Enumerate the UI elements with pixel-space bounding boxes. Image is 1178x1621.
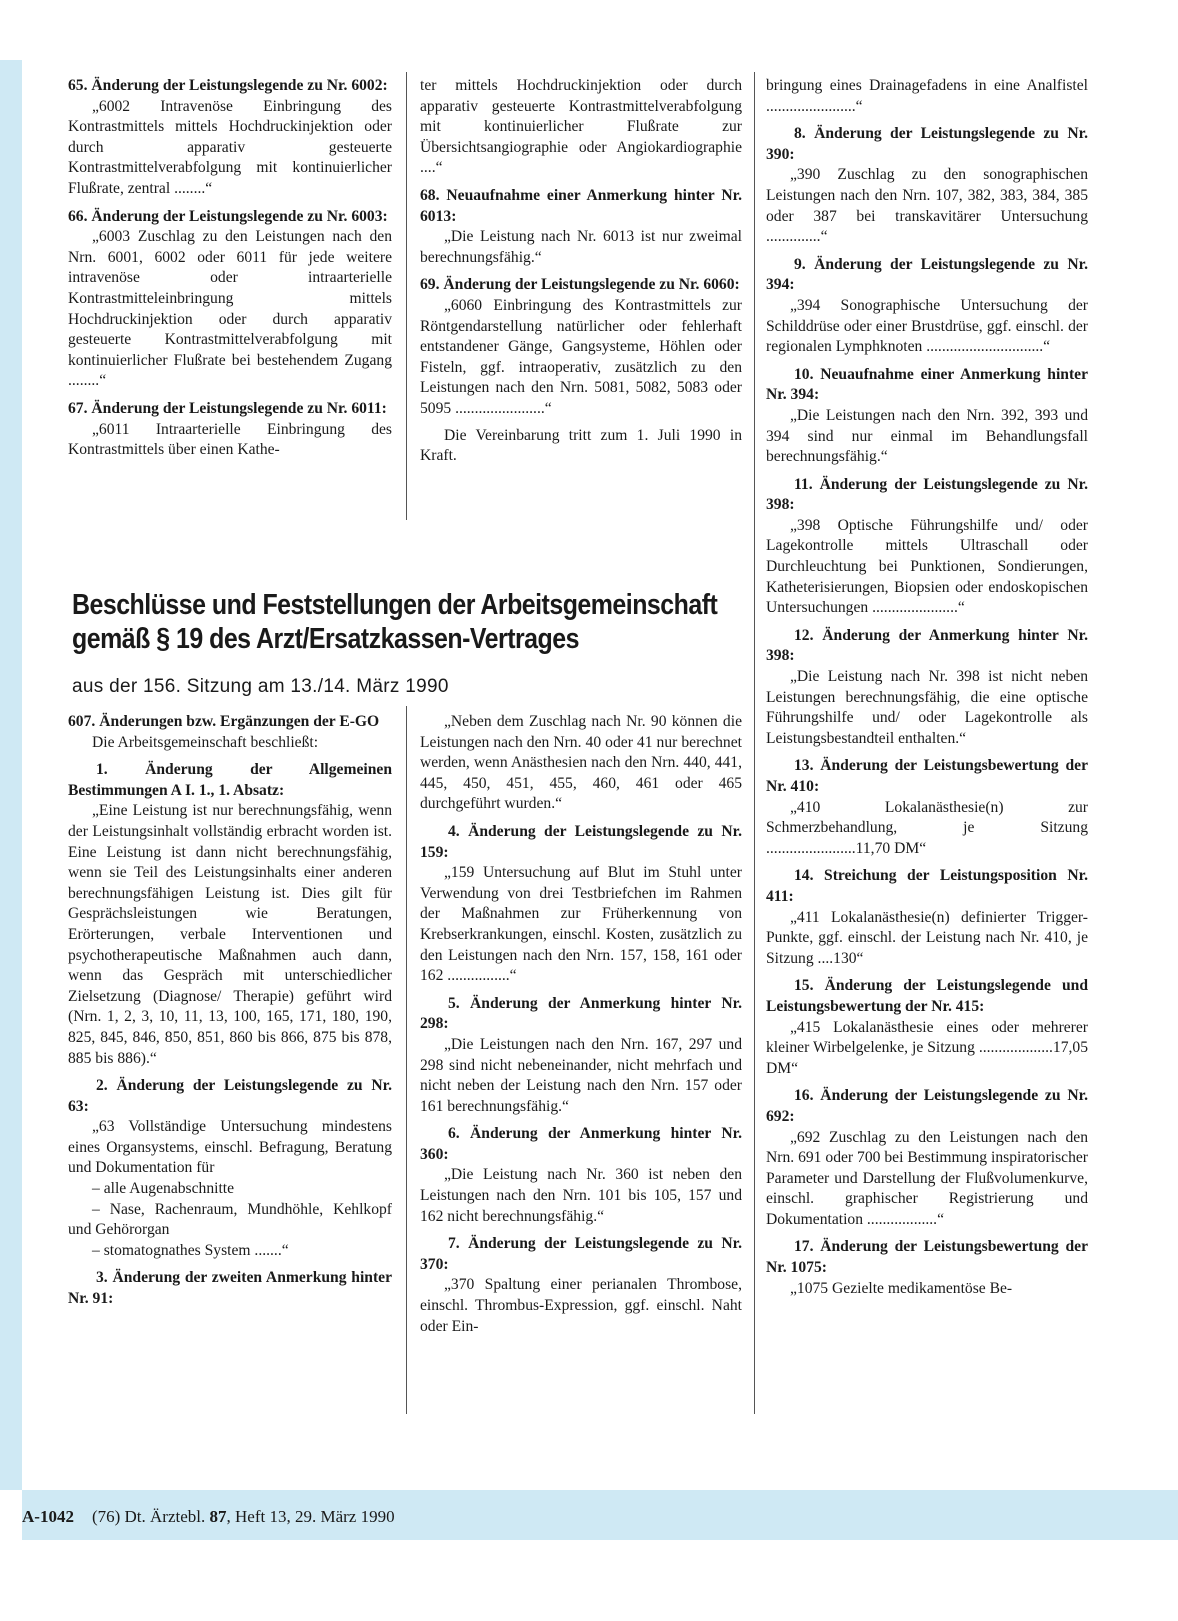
margin-color-bar xyxy=(0,60,22,1490)
title-line-2: gemäß § 19 des Arzt/Ersatzkassen-Vertrages xyxy=(72,623,579,655)
section-heading: 12. Änderung der Anmerkung hinter Nr. 398: xyxy=(766,626,1088,665)
paragraph: „Die Leistung nach Nr. 6013 ist nur zweimal berechnungsfähig.“ xyxy=(420,228,742,266)
section-heading: 10. Neuaufnahme einer Anmerkung hinter Nr. 394: xyxy=(766,365,1088,404)
section-heading: 4. Änderung der Leistungslegende zu Nr. 159: xyxy=(420,822,742,861)
paragraph: „159 Untersuchung auf Blut im Stuhl unter Verwendung von drei Testbriefchen im Rahmen der Maßnahmen zur Früherkennung von Krebserkrankungen, einschl. Kosten, zusätzlich zu den Leistungen nach den Nrn. 157, 158, 161 oder 162 ................“ xyxy=(420,864,742,985)
citation-prefix: (76) Dt. Ärztebl. xyxy=(91,1507,210,1526)
column-rule xyxy=(406,72,407,520)
section-heading: 7. Änderung der Leistungslegende zu Nr. 370: xyxy=(420,1235,742,1273)
top-column-2 xyxy=(420,76,742,467)
paragraph: „398 Optische Führungshilfe und/ oder Lagekontrolle mittels Ultraschall oder Durchleuchtung bei Punktionen, Sondierungen, Katheterisierungen, Biopsien oder endoskopischen Untersuchungen ......................“ xyxy=(766,516,1088,617)
paragraph: bringung eines Drainagefadens in eine Analfistel .......................“ xyxy=(766,77,1088,115)
section-heading: 1. Änderung der Allgemeinen Bestimmungen A I. 1., 1. Absatz: xyxy=(68,761,392,799)
section-heading: 9. Änderung der Leistungslegende zu Nr. 394: xyxy=(766,255,1088,294)
citation-suffix: , Heft 13, 29. März 1990 xyxy=(226,1507,395,1526)
section-heading: 3. Änderung der zweiten Anmerkung hinter Nr. 91: xyxy=(68,1269,392,1308)
section-heading: 8. Änderung der Leistungslegende zu Nr. 390: xyxy=(766,125,1088,163)
section-heading: 68. Neuaufnahme einer Anmerkung hinter Nr. 6013: xyxy=(420,186,742,225)
column-rule xyxy=(754,72,755,1414)
paragraph: „Die Leistung nach Nr. 360 ist neben den Leistungen nach den Nrn. 101 bis 105, 157 und 162 nicht berechnungsfähig.“ xyxy=(420,1166,742,1225)
page-number: A-1042 xyxy=(22,1507,74,1526)
section-heading: 15. Änderung der Leistungslegende und Leistungsbewertung der Nr. 415: xyxy=(766,977,1088,1015)
section-heading: 67. Änderung der Leistungslegende zu Nr. 6011: xyxy=(68,399,387,417)
article-subtitle: aus der 156. Sitzung am 13./14. März 1990 xyxy=(72,676,449,697)
paragraph: „394 Sonographische Untersuchung der Schilddrüse oder einer Brustdrüse, ggf. einschl. der regionalen Lymphknoten ..............................“ xyxy=(766,296,1088,356)
paragraph: – stomatognathes System .......“ xyxy=(92,1241,289,1259)
column-rule xyxy=(406,706,407,1414)
paragraph: „6060 Einbringung des Kontrastmittels zur Röntgendarstellung natürlicher oder fehlerhaft entstandener Gänge, Gangsysteme, Höhlen oder Fisteln, ggf. intraoperativ, zusätzlich zu den Leistungen nach den Nrn. 5081, 5082, 5083 oder 5095 .......................“ xyxy=(420,296,742,417)
section-heading: 14. Streichung der Leistungsposition Nr. 411: xyxy=(766,867,1088,905)
section-heading: 66. Änderung der Leistungslegende zu Nr. 6003: xyxy=(68,207,388,225)
paragraph: „Neben dem Zuschlag nach Nr. 90 können die Leistungen nach den Nrn. 40 oder 41 nur berechnet werden, wenn Anästhesien nach den Nrn. 440, 441, 445, 450, 451, 455, 460, 461 oder 465 durchgeführt wurden.“ xyxy=(420,713,742,813)
paragraph: Die Arbeitsgemeinschaft beschließt: xyxy=(92,733,319,751)
paragraph: „Die Leistungen nach den Nrn. 392, 393 und 394 sind nur einmal im Behandlungsfall berechnungsfähig.“ xyxy=(766,406,1088,466)
closing-paragraph: Die Vereinbarung tritt zum 1. Juli 1990 in Kraft. xyxy=(420,426,742,465)
paragraph: „6002 Intravenöse Einbringung des Kontrastmittels mittels Hochdruckinjektion oder durch apparativ gesteuerte Kontrastmittelverabfolgung mit kontinuierlicher Flußrate, zentral ........“ xyxy=(68,97,392,197)
paragraph: „Die Leistungen nach den Nrn. 167, 297 und 298 sind nicht nebeneinander, nicht mehrfach und nicht neben der Leistung nach den Nrn. 157 oder 161 berechnungsfähig.“ xyxy=(420,1035,742,1115)
section-heading: 17. Änderung der Leistungsbewertung der Nr. 1075: xyxy=(766,1238,1088,1277)
paragraph: „6003 Zuschlag zu den Leistungen nach den Nrn. 6001, 6002 oder 6011 für jede weitere intravenöse oder intraarterielle Kontrastmitteleinbringung mittels Hochdruckinjektion oder durch apparativ gesteuerte Kontrastmittelverabfolgung mit kontinuierlicher Flußrate bei bestehendem Zugang ........“ xyxy=(68,228,392,390)
paragraph: „1075 Gezielte medikamentöse Be- xyxy=(790,1279,1013,1297)
section-heading: 13. Änderung der Leistungsbewertung der Nr. 410: xyxy=(766,757,1088,795)
paragraph: „415 Lokalanästhesie eines oder mehrerer kleiner Wirbelgelenke, je Sitzung ...................17,05 DM“ xyxy=(766,1018,1088,1077)
bottom-column-2 xyxy=(420,712,742,1337)
page-footer xyxy=(22,1507,395,1527)
paragraph: „Eine Leistung ist nur berechnungsfähig, wenn der Leistungsinhalt vollständig erbracht worden ist. Eine Leistung ist dann nicht berechnungsfähig, wenn sie Teil des Leistungsinhalts einer anderen berechnungsfähigen Leistung ist. Dies gilt für Gesprächsleistungen wie Beratungen, Erörterungen, verbale Interventionen und psychotherapeutische Maßnahmen auch dann, wenn das Gespräch mit unterschiedlicher Zielsetzung (Diagnose/ Therapie) geführt wird (Nrn. 1, 2, 3, 10, 11, 13, 100, 165, 171, 180, 190, 825, 845, 846, 850, 851, 860 bis 866, 875 bis 878, 885 bis 886).“ xyxy=(68,802,392,1067)
section-heading: 6. Änderung der Anmerkung hinter Nr. 360: xyxy=(420,1125,742,1163)
section-heading: 607. Änderungen bzw. Ergänzungen der E-GO xyxy=(68,713,380,730)
section-heading: 2. Änderung der Leistungslegende zu Nr. 63: xyxy=(68,1077,392,1115)
paragraph: „390 Zuschlag zu den sonographischen Leistungen nach den Nrn. 107, 382, 383, 384, 385 oder 387 bei transkavitärer Untersuchung ..............“ xyxy=(766,166,1088,246)
paragraph: „6011 Intraarterielle Einbringung des Kontrastmittels über einen Kathe- xyxy=(68,420,392,459)
paragraph: – alle Augenabschnitte xyxy=(92,1180,235,1198)
paragraph: „370 Spaltung einer perianalen Thrombose, einschl. Thrombus-Expression, ggf. einschl. Naht oder Ein- xyxy=(420,1276,742,1335)
volume-number: 87 xyxy=(209,1507,227,1526)
bottom-column-1 xyxy=(68,712,392,1310)
paragraph: „411 Lokalanästhesie(n) definierter Trigger-Punkte, ggf. einschl. der Leistung nach Nr. 410, je Sitzung ....130“ xyxy=(766,908,1088,967)
section-heading: 65. Änderung der Leistungslegende zu Nr. 6002: xyxy=(68,77,388,94)
title-line-1: Beschlüsse und Feststellungen der Arbeitsgemeinschaft xyxy=(72,589,718,621)
paragraph: „410 Lokalanästhesie(n) zur Schmerzbehandlung, je Sitzung .......................11,70 DM“ xyxy=(766,798,1088,857)
paragraph: – Nase, Rachenraum, Mundhöhle, Kehlkopf und Gehörorgan xyxy=(68,1200,392,1239)
section-heading: 16. Änderung der Leistungslegende zu Nr. 692: xyxy=(766,1087,1088,1125)
paragraph: „692 Zuschlag zu den Leistungen nach den Nrn. 691 oder 700 bei Bestimmung inspiratorischer Parameter und Darstellung der Flußvolumenkurve, einschl. graphischer Registrierung und Dokumentation ..................“ xyxy=(766,1128,1088,1228)
paragraph: „Die Leistung nach Nr. 398 ist nicht neben Leistungen berechnungsfähig, die eine optische Führungshilfe und/ oder Lagekontrolle als Leistungsbestandteil enthalten.“ xyxy=(766,668,1088,747)
section-heading: 5. Änderung der Anmerkung hinter Nr. 298: xyxy=(420,994,742,1033)
paragraph: ter mittels Hochdruckinjektion oder durch apparativ gesteuerte Kontrastmittelverabfolgung mit kontinuierlicher Flußrate zur Übersichtsangiographie oder Angiokardiographie ....“ xyxy=(420,77,742,177)
right-column xyxy=(766,76,1088,1299)
top-column-1 xyxy=(68,76,392,461)
paragraph: „63 Vollständige Untersuchung mindestens eines Organsystems, einschl. Befragung, Beratung und Dokumentation für xyxy=(68,1118,392,1177)
section-heading: 11. Änderung der Leistungslegende zu Nr. 398: xyxy=(766,475,1088,514)
section-heading: 69. Änderung der Leistungslegende zu Nr. 6060: xyxy=(420,276,740,294)
article-title xyxy=(72,588,718,656)
